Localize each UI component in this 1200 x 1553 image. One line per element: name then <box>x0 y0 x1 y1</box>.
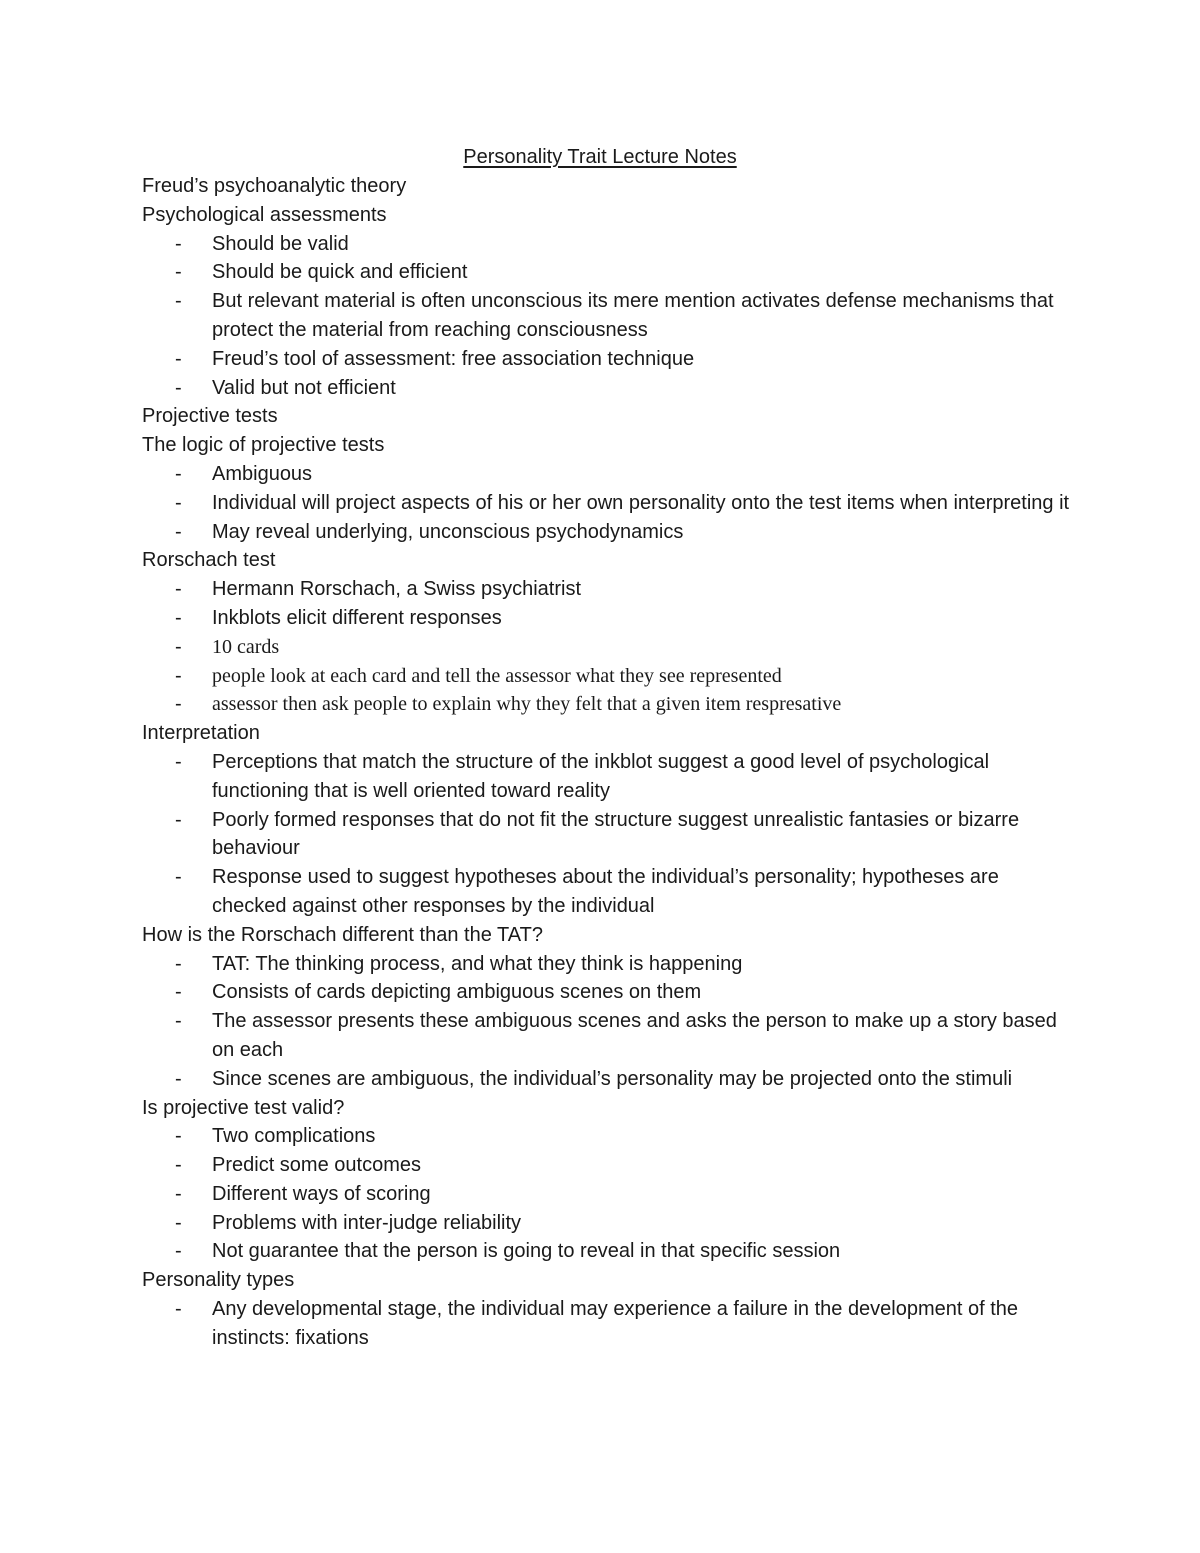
bullet-list <box>142 575 1072 719</box>
bullet-dash: - <box>175 750 182 773</box>
bullet-list <box>142 1122 1072 1266</box>
bullet-dash: - <box>175 1211 182 1234</box>
list-item-text: May reveal underlying, unconscious psychodynamics <box>212 520 684 543</box>
list-item-text: Predict some outcomes <box>212 1154 421 1177</box>
bullet-dash: - <box>175 1154 182 1177</box>
list-item <box>142 575 1072 604</box>
list-item-text: Consists of cards depicting ambiguous scenes on them <box>212 981 702 1004</box>
list-item-text: Any developmental stage, the individual may experience a failure in the development of the instincts: fixations <box>212 1298 1019 1349</box>
bullet-dash: - <box>175 664 182 687</box>
list-item <box>142 690 1072 719</box>
section-heading-freud-s-psychoanalytic-theory: Freud’s psychoanalytic theory <box>142 175 407 197</box>
section-heading-personality-types: Personality types <box>142 1269 295 1292</box>
bullet-dash: - <box>175 1010 182 1033</box>
bullet-dash: - <box>175 1240 182 1263</box>
list-item <box>142 489 1072 518</box>
list-item-text: But relevant material is often unconscious its mere mention activates defense mechanisms that protect the material from reaching consciousness <box>212 290 1054 341</box>
bullet-dash: - <box>175 606 182 629</box>
list-item <box>142 258 1072 287</box>
list-item-text: Problems with inter-judge reliability <box>212 1211 522 1234</box>
list-item <box>142 806 1072 864</box>
list-item <box>142 662 1072 691</box>
bullet-dash: - <box>175 1298 182 1321</box>
bullet-list <box>142 748 1072 921</box>
bullet-dash: - <box>175 491 182 514</box>
list-item <box>142 287 1072 345</box>
bullet-dash: - <box>175 290 182 313</box>
bullet-dash: - <box>175 462 182 485</box>
list-item-text: Freud’s tool of assessment: free association technique <box>212 347 695 370</box>
section-heading-interpretation: Interpretation <box>142 722 260 745</box>
list-item <box>142 345 1072 374</box>
list-item-text: Ambiguous <box>212 462 313 485</box>
list-item-text: Hermann Rorschach, a Swiss psychiatrist <box>212 578 582 601</box>
list-item-text: Valid but not efficient <box>212 376 396 399</box>
list-item-text: Poorly formed responses that do not fit the structure suggest unrealistic fantasies or bizarre behaviour <box>212 808 1020 860</box>
bullet-dash: - <box>175 635 182 658</box>
list-item-text: Since scenes are ambiguous, the individual’s personality may be projected onto the stimuli <box>212 1067 1013 1090</box>
bullet-list <box>142 950 1072 1094</box>
list-item <box>142 1122 1072 1151</box>
list-item <box>142 1237 1072 1266</box>
section-heading-psychological-assessments: Psychological assessments <box>142 203 387 226</box>
list-item-text: assessor then ask people to explain why they felt that a given item respresative <box>212 693 842 716</box>
list-item-text: Not guarantee that the person is going to reveal in that specific session <box>212 1240 841 1263</box>
list-item <box>142 460 1072 489</box>
list-item-text: Inkblots elicit different responses <box>212 606 502 629</box>
list-item-text: The assessor presents these ambiguous scenes and asks the person to make up a story based on each <box>212 1010 1057 1061</box>
bullet-dash: - <box>175 261 182 284</box>
list-item <box>142 1065 1072 1094</box>
list-item-text: Two complications <box>212 1125 376 1148</box>
list-item <box>142 374 1072 403</box>
bullet-dash: - <box>175 866 182 889</box>
list-item <box>142 1151 1072 1180</box>
section-heading-the-logic-of-projective-tests: The logic of projective tests <box>142 434 385 457</box>
list-item-text: Response used to suggest hypotheses about the individual’s personality; hypotheses are checked against other responses by the individual <box>212 866 999 917</box>
list-item-text: people look at each card and tell the assessor what they see represented <box>212 664 782 687</box>
section-heading-how-is-the-rorschach-different-than-the-: How is the Rorschach different than the TAT? <box>142 923 543 946</box>
bullet-dash: - <box>175 520 182 543</box>
bullet-dash: - <box>175 578 182 601</box>
list-item-text: TAT: The thinking process, and what they think is happening <box>212 952 743 975</box>
list-item <box>142 518 1072 547</box>
page-title: Personality Trait Lecture Notes <box>463 146 737 168</box>
bullet-dash: - <box>175 1182 182 1205</box>
bullet-dash: - <box>175 347 182 370</box>
bullet-dash: - <box>175 808 182 831</box>
list-item-text: 10 cards <box>212 635 280 658</box>
bullet-list <box>142 1295 1072 1353</box>
list-item-text: Perceptions that match the structure of the inkblot suggest a good level of psychological functioning that is well oriented toward reality <box>212 750 990 802</box>
section-heading-is-projective-test-valid: Is projective test valid? <box>142 1096 345 1119</box>
page-title-wrap <box>0 143 1200 172</box>
list-item-text: Should be quick and efficient <box>212 261 468 284</box>
bullet-dash: - <box>175 1125 182 1148</box>
list-item <box>142 633 1072 662</box>
list-item-text: Should be valid <box>212 232 349 255</box>
bullet-dash: - <box>175 981 182 1004</box>
section-heading-rorschach-test: Rorschach test <box>142 549 276 572</box>
list-item <box>142 604 1072 633</box>
bullet-dash: - <box>175 376 182 399</box>
list-item <box>142 748 1072 806</box>
bullet-dash: - <box>175 952 182 975</box>
list-item <box>142 863 1072 921</box>
list-item <box>142 1295 1072 1353</box>
list-item <box>142 1007 1072 1065</box>
bullet-list <box>142 460 1072 546</box>
list-item <box>142 230 1072 259</box>
bullet-dash: - <box>175 232 182 255</box>
list-item <box>142 1180 1072 1209</box>
notes-body <box>142 172 1072 1353</box>
list-item-text: Different ways of scoring <box>212 1182 431 1205</box>
bullet-dash: - <box>175 693 182 716</box>
list-item <box>142 950 1072 979</box>
bullet-list <box>142 230 1072 403</box>
bullet-dash: - <box>175 1067 182 1090</box>
list-item <box>142 1209 1072 1238</box>
list-item-text: Individual will project aspects of his or her own personality onto the test items when interpreting it <box>212 491 1070 514</box>
section-heading-projective-tests: Projective tests <box>142 405 278 428</box>
list-item <box>142 978 1072 1007</box>
